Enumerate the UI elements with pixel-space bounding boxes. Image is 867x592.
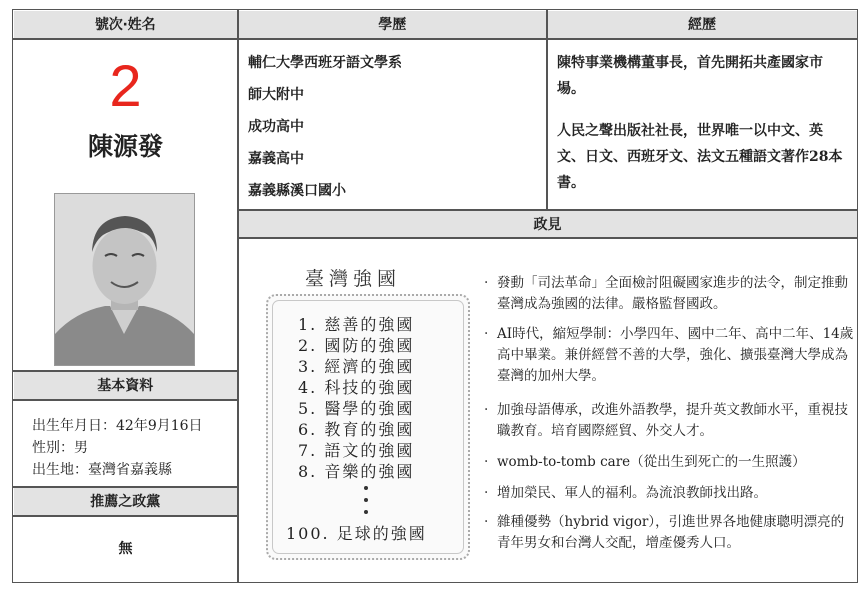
education-item: 嘉義縣溪口國小 [248,183,346,199]
birth-date: 出生年月日：42年9月16日 [32,418,203,434]
divider [12,399,237,401]
bullet-icon: ‧ [484,485,489,501]
platform-item: ‧ 加強母語傳承，改進外語教學，提升英文教師水平，重視技職教育。培育國際經貿、外交人才。 [484,402,848,439]
goal-item: 1. 慈善的強國 [298,315,415,334]
birthplace: 出生地：臺灣省嘉義縣 [32,462,172,478]
goal-item: 3. 經濟的強國 [298,357,415,376]
gender: 性別：男 [32,440,88,456]
slogan-scroll [266,294,470,560]
ellipsis-dot [364,510,368,514]
candidate-number: 2 [109,54,142,119]
education-item: 成功高中 [248,119,304,135]
experience-item: 人民之聲出版社社長，世界唯一以中文、英文、日文、西班牙文、法文五種語文著作28本書。 [557,123,843,191]
bullet-icon: ‧ [484,514,489,530]
goal-item: 5. 醫學的強國 [298,399,415,418]
candidate-name: 陳源發 [87,132,163,161]
candidate-photo [54,193,195,366]
goal-item: 6. 教育的強國 [298,420,415,439]
party-value: 無 [118,541,133,557]
platform-item: ‧ 發動「司法革命」全面檢討阻礙國家進步的法令，制定推動臺灣成為強國的法律。嚴格監督國政。 [484,275,848,312]
goal-item: 7. 語文的強國 [298,441,415,460]
header-education: 學歷 [239,11,547,39]
goal-item: 4. 科技的強國 [298,378,415,397]
header-number-name: 號次‧姓名 [14,11,238,39]
header-party: 推薦之政黨 [14,488,238,516]
ellipsis-dot [364,486,368,490]
education-item: 輔仁大學西班牙語文學系 [248,55,402,71]
slogan-title: 臺灣強國 [305,268,402,290]
header-basic-info: 基本資料 [14,372,238,400]
bullet-icon: ‧ [484,402,489,418]
bullet-icon: ‧ [484,454,489,470]
platform-item: ‧ 雜種優勢（hybrid vigor），引進世界各地健康聰明漂亮的青年男女和台灣人交配，增產優秀人口。 [484,514,845,551]
experience-item: 陳特事業機構董事長，首先開拓共產國家市場。 [557,55,823,97]
bullet-icon: ‧ [484,326,489,342]
goal-item: 2. 國防的強國 [298,336,415,355]
education-item: 師大附中 [248,87,304,103]
bullet-icon: ‧ [484,275,489,291]
goal-item-last: 100. 足球的強國 [286,524,427,543]
ellipsis-dot [364,498,368,502]
header-platform: 政見 [239,211,857,238]
header-experience: 經歷 [548,11,857,39]
divider [12,38,858,40]
platform-item: ‧ womb-to-tomb care（從出生到死亡的一生照護） [484,452,854,473]
platform-item: ‧ 增加榮民、軍人的福利。為流浪教師找出路。 [484,483,854,504]
divider [237,9,239,583]
divider [237,237,858,239]
goal-item: 8. 音樂的強國 [298,462,415,481]
divider [12,515,237,517]
platform-item: ‧ AI時代，縮短學制：小學四年、國中二年、高中二年、14歲高中畢業。兼併經營不善的大學，強化、擴張臺灣大學成為臺灣的加州大學。 [484,326,854,384]
education-item: 嘉義高中 [248,151,304,167]
